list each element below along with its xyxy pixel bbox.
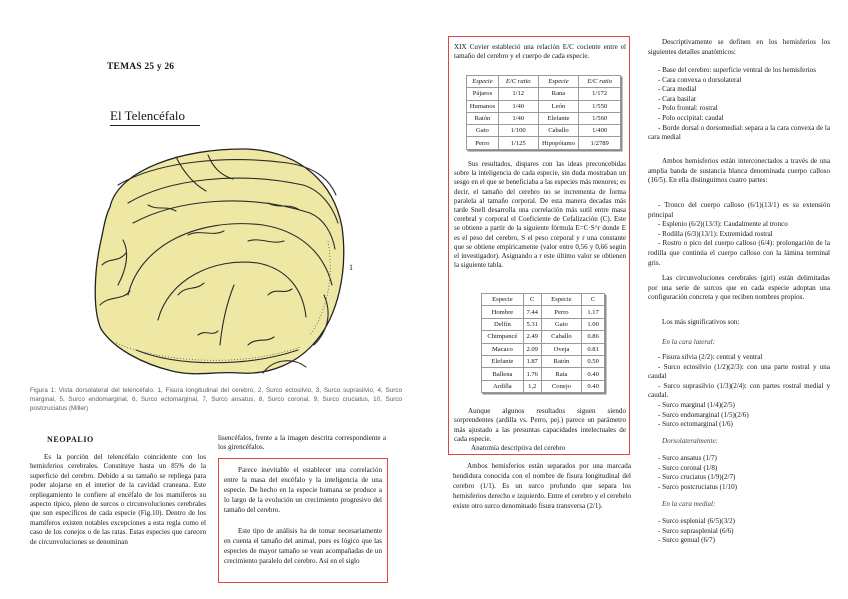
list-item: - Esplenio (6/2)(13/3): Caudalmente al tronco [658, 220, 788, 229]
table-cell: 0.86 [582, 331, 605, 343]
table-row [467, 125, 621, 137]
list-item: - Surco postcruciatus (1/10) [658, 482, 737, 491]
table-header-cell: Especie [538, 76, 579, 88]
list-item: - Surco coronal (1/8) [658, 463, 718, 472]
cephalization-table-wrap [481, 293, 605, 393]
table-cell: Conejo [541, 380, 582, 392]
correlation-box [218, 458, 388, 583]
hemispheres-paragraph: Ambos hemisferios están separados por una marcada hendidura conocida con el nombre de fisura longitudinal del cerebro (1/1). Es un surco profundo que separa los hemisferios derecho e izquierdo. Entre el cerebro y el cerebelo existe otro surco denominado fisura transversa (2/1). [453, 462, 631, 510]
table-row [482, 355, 605, 367]
table-row [482, 306, 605, 318]
table-cell: 0.50 [582, 355, 605, 367]
table-cell: Caballo [538, 125, 579, 137]
brain-figure [88, 145, 350, 385]
table-cell: León [538, 100, 579, 112]
list-item: - Borde dorsal o dorsomedial: separa a la cara convexa de la cara medial [648, 123, 830, 142]
list-item: - Surco ansatus (1/7) [658, 454, 717, 462]
ratio-box [448, 36, 630, 455]
medial-sulci-list [648, 517, 830, 546]
table-header-cell: E/C ratio [498, 76, 538, 88]
table-cell: Gato [467, 125, 499, 137]
list-item: - Surco suprasplenial (6/6) [658, 526, 734, 535]
significant-label: Los más significativos son: [662, 318, 740, 326]
list-item: - Surco endomarginal (1/5)(2/6) [658, 410, 749, 419]
anatomical-details-list [648, 66, 830, 143]
table-cell: 1.87 [523, 355, 541, 367]
table-header-cell: Especie [541, 294, 582, 306]
table-cell: Elefante [538, 112, 579, 124]
table-cell: 1/400 [579, 125, 621, 137]
table-cell: 0.40 [582, 368, 605, 380]
list-item: - Surco ectomarginal (1/6) [658, 420, 733, 429]
table-cell: Hombre [482, 306, 524, 318]
list-item: - Rostro o pico del cuerpo calloso (6/4): prolongación de la rodilla que continúa el cuerpo calloso con la lámina terminal gris. [648, 239, 830, 267]
list-item: - Surco marginal (1/4)(2/5) [658, 400, 735, 409]
cephalization-table [481, 293, 605, 393]
ec-ratio-table [466, 75, 621, 150]
neopalio-heading: NEOPALIO [47, 435, 94, 444]
table-header-cell: E/C ratio [579, 76, 621, 88]
table-row [467, 100, 621, 112]
table-cell: 1.00 [582, 318, 605, 330]
right-intro: Descriptivamente se definen en los hemisferios los siguientes detalles anatómicos: [648, 38, 830, 56]
conclusion-paragraph: Aunque algunos resultados siguen siendo sorprendentes (ardilla vs. Perro, pej.) parece un parámetro más ajustado a las presuntas capacidades intelectuales de cada especie. [454, 407, 626, 444]
callosum-parts-list [648, 201, 830, 268]
list-item: - Polo occipital: caudal [658, 113, 724, 122]
neopalio-body: Es la porción del telencéfalo coincidente con los hemisferios cerebrales. Constituye hasta un 85% de la superficie del cerebro. Debido a su tamaño se repliega para poder alojarse en el interior de la cavidad craneana. Este repliegamiento le confiere al encéfalo de los mamíferos su aspecto típico, pleno de surcos o circunvoluciones cerebrales que son específicos de cada especie (Fig.10). Dentro de los mamíferos existen notables excepciones a esta regla como el caso de los conejos o de las ratas. Estas especies que carecen de circunvoluciones se denominan [30, 453, 206, 546]
table-cell: Oveja [541, 343, 582, 355]
table-row [467, 88, 621, 100]
list-item: - Surco ectosilvio (1/2)(2/3): con una parte rostral y una caudal [648, 362, 830, 381]
table-cell: Gato [541, 318, 582, 330]
brain-outline [95, 149, 343, 374]
table-cell: 1/550 [579, 100, 621, 112]
topic-label: TEMAS 25 y 26 [107, 62, 175, 72]
table-cell: Humanos [467, 100, 499, 112]
table-cell: 0.40 [582, 380, 605, 392]
table-cell: Hipopótamo [538, 137, 579, 149]
table-row [467, 137, 621, 149]
table-cell: 1.76 [523, 368, 541, 380]
lateral-sulci-list [648, 353, 830, 430]
table-row [482, 318, 605, 330]
table-header-row [467, 76, 621, 88]
snell-paragraph: Sus resultados, dispares con las ideas preconcebidas sobre la inteligencia de cada especie, sin duda mostraban un sesgo en el que se beneficiaba a las especies más menores; es decir, el tamaño del cerebro no se incrementa de forma paralela al tamaño corporal. De esta manera decadas más tarde Snell desarrolla una correlación más sutil entre masa cerebral y corporal el Coeficiente de Cefalización (C). Este se obtiene a partir de la siguiente fórmula E=C·S^r donde E es el peso del cerebro, S el peso corporal y r una constante que se obtiene empíricamente (valor entre 0,56 y 0,66 según el investigador). Asignando a r este último valor se obtienen la siguiente tabla. [454, 160, 626, 270]
list-item: - Polo frontal: rostral [658, 104, 718, 113]
table-cell: 1/100 [498, 125, 538, 137]
table-header-cell: Especie [482, 294, 524, 306]
figure-label-1: 1 [349, 263, 353, 272]
figure-caption: Figura 1: Vista dorsolateral del telencéfalo. 1, Fisura longitudinal del cerebro, 2, Surco ectosilvio, 3, Surco suprasilvio, 4, Surco marginal, 5, Surco endomarginal, 6, Surco ectomarginal, 7, Surco ansatus, 8, Surco coronal, 9, Surco cruciatus, 10, Surco postcruciatus (Miller) [30, 387, 402, 412]
correlation-paragraph: Este tipo de análisis ha de tomar necesariamente en cuenta el tamaño del animal, pues es lógico que las especies de mayor tamaño se vean acompañadas de un crecimiento paralelo del cerebro. Así en el siglo [224, 527, 382, 565]
list-item: - Base del cerebro: superficie ventral de los hemisferios [658, 66, 816, 74]
list-item: - Cara basilar [658, 94, 697, 103]
table-cell: 1,2 [523, 380, 541, 392]
list-item: - Cara convexa o dorsolateral [658, 75, 742, 84]
table-header-cell: C [523, 294, 541, 306]
table-cell: Ratón [467, 112, 499, 124]
list-item: - Cara medial [658, 85, 697, 94]
table-row [482, 380, 605, 392]
table-cell: 1.17 [582, 306, 605, 318]
correlation-paragraph: Parece inevitable el establecer una correlación entre la masa del encéfalo y la inteligencia de una especie. De hecho en la especie humana se produce a lo largo de la evolución un crecimiento progresivo del tamaño del cerebro. [224, 466, 382, 514]
table-cell: Caballo [541, 331, 582, 343]
table-cell: Ratón [541, 355, 582, 367]
table-header-cell: Especie [467, 76, 499, 88]
medial-heading: En la cara medial: [662, 500, 716, 508]
table-cell: 1/40 [498, 100, 538, 112]
table-row [482, 368, 605, 380]
table-cell: 1/2789 [579, 137, 621, 149]
table-cell: Ardilla [482, 380, 524, 392]
lateral-heading: En la cara lateral: [662, 338, 715, 346]
list-item: - Rodilla (6/3)(13/1): Extremidad rostral [658, 229, 773, 238]
table-cell: 1/125 [498, 137, 538, 149]
table-cell: Chimpancé [482, 331, 524, 343]
table-cell: 1/40 [498, 112, 538, 124]
list-item: - Fisura silvia (2/2): central y ventral [658, 353, 763, 361]
table-cell: Perro [467, 137, 499, 149]
table-cell: 7.44 [523, 306, 541, 318]
list-item: - Tronco del cuerpo calloso (6/1)(13/1) es su extensión principal [648, 201, 830, 219]
table-cell: Pájaros [467, 88, 499, 100]
dorsolateral-heading: Dorsolateralmente: [662, 437, 718, 445]
table-row [482, 331, 605, 343]
table-cell: 5.31 [523, 318, 541, 330]
dorsolateral-sulci-list [648, 454, 830, 492]
table-cell: 0.81 [582, 343, 605, 355]
table-cell: Ballena [482, 368, 524, 380]
table-cell: Perro [541, 306, 582, 318]
table-header-cell: C [582, 294, 605, 306]
table-cell: Rana [538, 88, 579, 100]
table-cell: 2.09 [523, 343, 541, 355]
table-cell: Rata [541, 368, 582, 380]
table-cell: 1/172 [579, 88, 621, 100]
table-header-row [482, 294, 605, 306]
ec-ratio-table-wrap [466, 75, 621, 150]
list-item: - Surco cruciatus (1/9)(2/7) [658, 473, 736, 482]
callosum-intro: Ambos hemisferios están interconectados a través de una amplia banda de sustancia blanca denominada cuerpo calloso (16/5). En ella distinguimos cuatro partes: [648, 157, 830, 185]
table-cell: Macaco [482, 343, 524, 355]
list-item: - Surco suprasilvio (1/3)(2/4): con partes rostral medial y caudal. [648, 381, 830, 400]
table-row [467, 112, 621, 124]
cuvier-intro: XIX Cuvier estableció una relación E/C cociente entre el tamaño del cerebro y el cuerpo de cada especie. [454, 43, 626, 61]
page-title: El Telencéfalo [110, 108, 200, 126]
table-cell: 1/560 [579, 112, 621, 124]
gyri-paragraph: Las circunvoluciones cerebrales (giri) están delimitadas por una serie de surcos que en cada especie adoptan una configuración concreta y que reciben nombres propios. [648, 274, 830, 302]
column2-intro: lisencéfalos, frente a la imagen descrita correspondiente a los girencéfalos. [218, 434, 386, 452]
table-cell: 2.49 [523, 331, 541, 343]
table-cell: Delfín [482, 318, 524, 330]
table-row [482, 343, 605, 355]
table-cell: 1/12 [498, 88, 538, 100]
section-heading: Anatomía descriptiva del cerebro [471, 444, 566, 452]
list-item: - Surco esplenial (6/5)(3/2) [658, 517, 736, 525]
table-cell: Elefante [482, 355, 524, 367]
list-item: - Surco genual (6/7) [658, 536, 715, 545]
